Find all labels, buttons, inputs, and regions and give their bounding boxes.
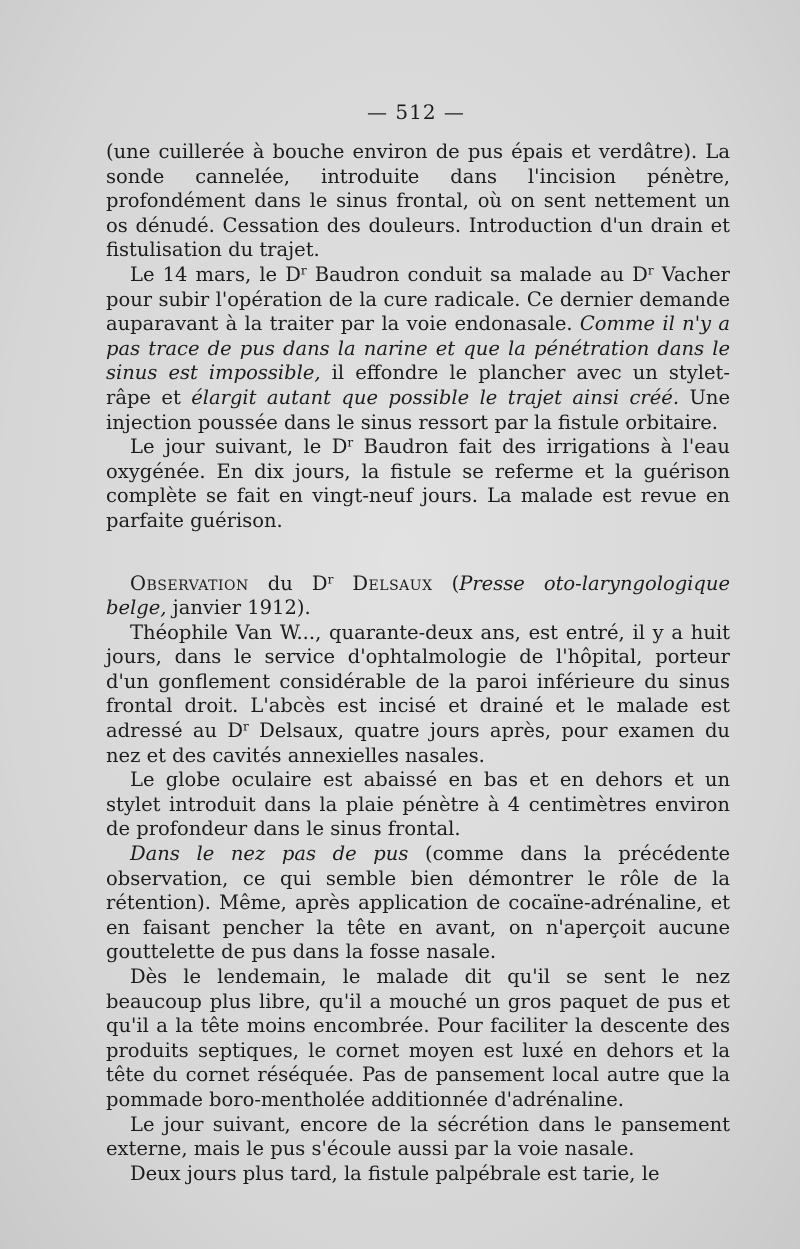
paragraph-patient: Théophile Van W..., quarante-deux ans, est entré, il y a huit jours, dans le service d'ophtalmologie de l'hôpital, porteur d'un gonflement considérable de la paroi inférieure du sinus frontal droit. L'abcès est incisé et drainé et le malade est adressé au $D^r$ Delsaux, quatre jours après, pour examen du nez et des cavités annexielles nasales.	[106, 620, 730, 767]
paragraph-continuation: (une cuillerée à bouche environ de pus épais et verdâtre). La sonde cannelée, introduite dans l'incision pénètre, profondément dans le sinus frontal, où on sent nettement un os dénudé. Cessation des douleurs. Introduction d'un drain et fistulisation du trajet.	[106, 140, 730, 262]
paragraph-next-morning: Dès le lendemain, le malade dit qu'il se sent le nez beaucoup plus libre, qu'il a mouché un gros paquet de pus et qu'il a la tête moins encombrée. Pour faciliter la descente des produits septiques, le cornet moyen est luxé en dehors et la tête du cornet réséquée. Pas de pansement local autre que la pommade boro-mentholée additionnée d'adrénaline.	[106, 965, 730, 1111]
page-body	[106, 140, 730, 1186]
paragraph-march-14: Le 14 mars, le $D^r$ Baudron conduit sa malade au $D^r$ Vacher pour subir l'opération de la cure radicale. Ce dernier demande auparavant à la traiter par la voie endonasale. Comme il n'y a pas trace de pus dans la narine et que la pénétration dans le sinus est impossible, il effondre le plancher avec un stylet-râpe et élargit autant que possible le trajet ainsi créé. Une injection poussée dans le sinus ressort par la fistule orbitaire.	[106, 262, 731, 434]
paragraph-next-day: Le jour suivant, le $D^r$ Baudron fait des irrigations à l'eau oxygénée. En dix jours, la fistule se referme et la guérison complète se fait en vingt-neuf jours. La malade est revue en parfaite guérison.	[106, 435, 730, 532]
observation-heading: Observation du $D^r$ Delsaux (Presse oto-laryngologique belge, janvier 1912).	[106, 571, 731, 620]
page-number: — 512 —	[367, 100, 465, 124]
paragraph-globe: Le globe oculaire est abaissé en bas et en dehors et un stylet introduit dans la plaie pénètre à 4 centimètres environ de profondeur dans le sinus frontal.	[106, 768, 730, 841]
paragraph-following-day: Le jour suivant, encore de la sécrétion dans le pansement externe, mais le pus s'écoule aussi par la voie nasale.	[106, 1112, 730, 1161]
paragraph-two-days-later: Deux jours plus tard, la fistule palpébrale est tarie, le	[130, 1161, 660, 1185]
paragraph-nose: Dans le nez pas de pus (comme dans la précédente observation, ce qui semble bien démontrer le rôle de la rétention). Même, après application de cocaïne-adrénaline, et en faisant pencher la tête en avant, on n'aperçoit aucune gouttelette de pus dans la fosse nasale.	[106, 842, 731, 964]
